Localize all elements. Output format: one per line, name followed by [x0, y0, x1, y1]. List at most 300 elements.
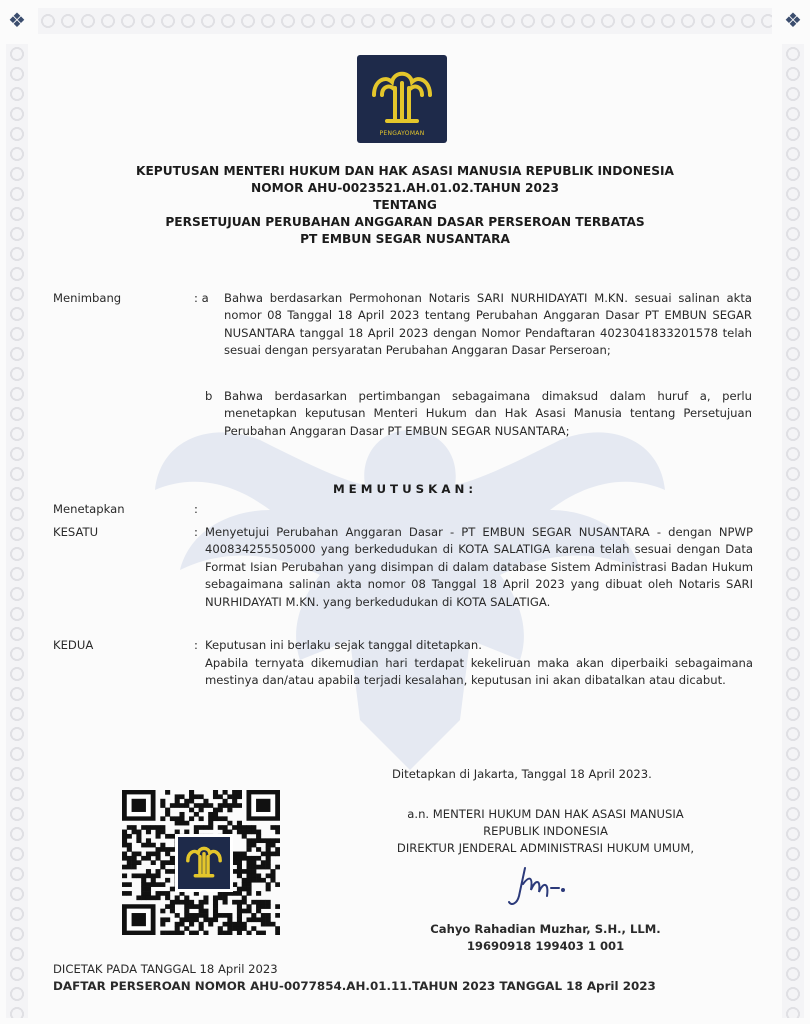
qr-module [175, 794, 180, 799]
qr-module [179, 794, 184, 799]
qr-module [165, 878, 170, 883]
qr-module [256, 834, 261, 839]
qr-module [218, 931, 223, 935]
qr-module [237, 917, 242, 922]
qr-module [223, 931, 228, 935]
qr-module [251, 860, 256, 865]
qr-module [227, 821, 232, 826]
qr-module [203, 909, 208, 914]
qr-module [141, 825, 146, 830]
qr-module [251, 926, 256, 931]
qr-module [242, 882, 247, 887]
qr-module [256, 873, 261, 878]
qr-module [251, 825, 256, 830]
qr-module [237, 913, 242, 918]
qr-module [275, 852, 280, 857]
qr-module [122, 882, 127, 887]
qr-module [232, 799, 237, 804]
qr-module [218, 803, 223, 808]
qr-module [179, 922, 184, 927]
qr-module [275, 865, 280, 870]
qr-module [175, 913, 180, 918]
qr-module [266, 852, 271, 857]
qr-module [256, 904, 261, 909]
qr-module [141, 878, 146, 883]
qr-module [199, 900, 204, 905]
qr-module [160, 922, 165, 927]
qr-module [122, 891, 127, 896]
kedua-label: KEDUA [53, 638, 94, 652]
qr-module [237, 891, 242, 896]
qr-module [194, 917, 199, 922]
qr-module [136, 852, 141, 857]
qr-module [208, 812, 213, 817]
qr-module [213, 808, 218, 813]
kesatu-colon: : [194, 525, 198, 539]
qr-module [122, 852, 127, 857]
place-date: Ditetapkan di Jakarta, Tanggal 18 April 2023. [392, 767, 652, 781]
qr-module [179, 931, 184, 935]
qr-module [237, 821, 242, 826]
qr-module [203, 825, 208, 830]
qr-module [127, 825, 132, 830]
menimbang-point-a: Bahwa berdasarkan Permohonan Notaris SARI NURHIDAYATI M.KN. sesuai salinan akta nomor 08 Tanggal 18 April 2023 tentang Perubahan Anggaran Dasar PT EMBUN SEGAR NUSANTARA tanggal 18 April 2023 dengan Nomor Pendaftaran 4023041833201578 telah sesuai dengan persyaratan Perubahan Anggaran Dasar Perseroan; [224, 291, 752, 358]
ornamental-border-top [38, 8, 772, 34]
menimbang-point-b: Bahwa berdasarkan pertimbangan sebagaimana dimaksud dalam huruf a, perlu menetapkan keputusan Menteri Hukum dan Hak Asasi Manusia tentang Persetujuan Perubahan Anggaran Dasar PT EMBUN SEGAR NUSANTARA; [224, 389, 752, 438]
qr-module [208, 821, 213, 826]
qr-module [189, 922, 194, 927]
qr-module [223, 816, 228, 821]
on-behalf-line: REPUBLIK INDONESIA [483, 824, 608, 838]
qr-module [256, 909, 261, 914]
qr-module [237, 856, 242, 861]
qr-module [141, 873, 146, 878]
qr-module [208, 922, 213, 927]
qr-module [256, 878, 261, 883]
qr-module [237, 909, 242, 914]
qr-module [179, 812, 184, 817]
qr-module [251, 917, 256, 922]
qr-module [232, 926, 237, 931]
qr-module [165, 891, 170, 896]
qr-module [199, 926, 204, 931]
qr-module [160, 847, 165, 852]
qr-module [223, 895, 228, 900]
qr-module [175, 816, 180, 821]
qr-module [156, 856, 161, 861]
qr-module [127, 891, 132, 896]
qr-module [227, 808, 232, 813]
qr-module [179, 803, 184, 808]
qr-module [242, 878, 247, 883]
qr-module [203, 895, 208, 900]
qr-module [261, 904, 266, 909]
qr-module [194, 803, 199, 808]
qr-module [156, 847, 161, 852]
qr-module [127, 882, 132, 887]
qr-module [151, 860, 156, 865]
qr-module [132, 865, 137, 870]
qr-module [160, 865, 165, 870]
qr-module [156, 891, 161, 896]
qr-module [189, 799, 194, 804]
qr-module [132, 830, 137, 835]
ornamental-border-left [6, 44, 28, 1018]
emblem-caption: PENGAYOMAN [379, 130, 425, 137]
qr-module [242, 869, 247, 874]
qr-module [194, 825, 199, 830]
qr-module [251, 838, 256, 843]
qr-module [175, 799, 180, 804]
qr-module [266, 847, 271, 852]
qr-module [199, 909, 204, 914]
qr-module [237, 790, 242, 795]
qr-module [160, 843, 165, 848]
qr-module [194, 913, 199, 918]
qr-module [246, 909, 251, 914]
pengayoman-emblem [357, 55, 447, 143]
qr-module [223, 799, 228, 804]
qr-module [237, 830, 242, 835]
qr-module [156, 830, 161, 835]
qr-module [160, 803, 165, 808]
qr-module [160, 830, 165, 835]
qr-module [218, 808, 223, 813]
qr-module [127, 856, 132, 861]
qr-module [251, 878, 256, 883]
qr-module [132, 860, 137, 865]
qr-module [156, 873, 161, 878]
qr-module [170, 816, 175, 821]
qr-module [246, 891, 251, 896]
signatory-name: Cahyo Rahadian Muzhar, S.H., LLM. [430, 922, 661, 936]
qr-module [246, 856, 251, 861]
qr-module [165, 834, 170, 839]
qr-module [127, 847, 132, 852]
qr-module [141, 843, 146, 848]
qr-module [199, 816, 204, 821]
qr-module [242, 922, 247, 927]
qr-module [170, 803, 175, 808]
qr-module [136, 860, 141, 865]
qr-module [251, 865, 256, 870]
qr-module [251, 856, 256, 861]
qr-module [213, 794, 218, 799]
qr-module [194, 904, 199, 909]
qr-module [156, 869, 161, 874]
qr-module [208, 917, 213, 922]
menimbang-label: Menimbang [53, 291, 122, 305]
qr-module [136, 834, 141, 839]
qr-module [122, 873, 127, 878]
qr-module [246, 931, 251, 935]
qr-module [136, 873, 141, 878]
qr-module [246, 917, 251, 922]
on-behalf-line: a.n. MENTERI HUKUM DAN HAK ASASI MANUSIA [407, 807, 684, 821]
qr-module [199, 825, 204, 830]
qr-module [175, 895, 180, 900]
qr-module [256, 865, 261, 870]
qr-module [208, 803, 213, 808]
memutuskan-heading: MEMUTUSKAN: [332, 482, 478, 496]
qr-module [218, 825, 223, 830]
qr-module [261, 900, 266, 905]
qr-module [141, 895, 146, 900]
qr-module [141, 891, 146, 896]
qr-module [146, 830, 151, 835]
qr-module [127, 865, 132, 870]
qr-module [246, 887, 251, 892]
qr-module [275, 904, 280, 909]
qr-module [242, 825, 247, 830]
qr-module [170, 904, 175, 909]
qr-module [199, 803, 204, 808]
qr-module [256, 838, 261, 843]
qr-module [227, 913, 232, 918]
corner-ornament-icon: ❖ [8, 8, 26, 32]
corner-ornament-icon: ❖ [784, 8, 802, 32]
qr-module [170, 931, 175, 935]
qr-module [199, 794, 204, 799]
qr-module [237, 887, 242, 892]
qr-module [242, 895, 247, 900]
qr-module [194, 812, 199, 817]
qr-module [266, 873, 271, 878]
qr-module [175, 900, 180, 905]
qr-module [237, 900, 242, 905]
qr-module [266, 843, 271, 848]
qr-module [146, 895, 151, 900]
printed-date: DICETAK PADA TANGGAL 18 April 2023 [53, 962, 278, 976]
qr-module [242, 926, 247, 931]
qr-module [237, 869, 242, 874]
qr-module [266, 887, 271, 892]
heading-line: KEPUTUSAN MENTERI HUKUM DAN HAK ASASI MANUSIA REPUBLIK INDONESIA [136, 164, 674, 178]
qr-module [199, 808, 204, 813]
heading-line: PERSETUJUAN PERUBAHAN ANGGARAN DASAR PERSEROAN TERBATAS [165, 215, 645, 229]
signatory-nip: 19690918 199403 1 001 [466, 939, 625, 953]
qr-module [232, 900, 237, 905]
qr-module [218, 816, 223, 821]
qr-module [246, 843, 251, 848]
qr-module [251, 830, 256, 835]
qr-module [232, 790, 237, 795]
qr-module [270, 843, 275, 848]
qr-module [237, 825, 242, 830]
qr-module [256, 830, 261, 835]
qr-module [189, 913, 194, 918]
qr-module [227, 922, 232, 927]
qr-module [136, 895, 141, 900]
qr-module [246, 904, 251, 909]
qr-module [213, 812, 218, 817]
qr-module [203, 931, 208, 935]
qr-module [270, 878, 275, 883]
qr-module [151, 878, 156, 883]
qr-module [151, 873, 156, 878]
qr-module [246, 847, 251, 852]
qr-module [189, 900, 194, 905]
qr-module [256, 900, 261, 905]
qr-module [165, 917, 170, 922]
qr-module [132, 913, 146, 926]
kedua-text-1: Keputusan ini berlaku sejak tanggal ditetapkan. [205, 638, 482, 652]
qr-module [160, 860, 165, 865]
qr-module [141, 887, 146, 892]
qr-module [160, 825, 165, 830]
qr-module [266, 860, 271, 865]
qr-module [256, 847, 261, 852]
qr-module [275, 825, 280, 830]
qr-module [270, 873, 275, 878]
qr-module [189, 904, 194, 909]
qr-module [261, 838, 266, 843]
qr-module [223, 825, 228, 830]
qr-module [251, 900, 256, 905]
qr-module [213, 917, 218, 922]
qr-module [165, 869, 170, 874]
heading-line: TENTANG [373, 198, 437, 212]
qr-module [266, 900, 271, 905]
qr-module [261, 917, 266, 922]
qr-module [275, 913, 280, 918]
qr-module [127, 860, 132, 865]
qr-module [203, 917, 208, 922]
qr-module [237, 794, 242, 799]
qr-module [184, 909, 189, 914]
qr-module [141, 882, 146, 887]
qr-module [213, 909, 218, 914]
qr-module [275, 882, 280, 887]
signature-mark [503, 862, 573, 912]
qr-module [261, 922, 266, 927]
qr-module [122, 856, 127, 861]
qr-module [223, 900, 228, 905]
qr-module [208, 825, 213, 830]
qr-module [242, 852, 247, 857]
qr-module [203, 803, 208, 808]
qr-module [122, 865, 127, 870]
kesatu-label: KESATU [53, 525, 99, 539]
qr-module [232, 825, 237, 830]
qr-module [246, 882, 251, 887]
qr-module [194, 931, 199, 935]
qr-module [227, 931, 232, 935]
decree-heading [60, 163, 750, 248]
qr-module [160, 917, 165, 922]
qr-module [261, 878, 266, 883]
qr-module [242, 909, 247, 914]
qr-module [275, 838, 280, 843]
qr-module [218, 913, 223, 918]
qr-module [203, 913, 208, 918]
qr-module [266, 922, 271, 927]
qr-module [246, 860, 251, 865]
qr-module [213, 816, 218, 821]
qr-module [242, 900, 247, 905]
qr-module [237, 865, 242, 870]
qr-module [156, 825, 161, 830]
qr-module [165, 847, 170, 852]
qr-module [165, 852, 170, 857]
qr-module [136, 830, 141, 835]
qr-module [160, 882, 165, 887]
qr-module [246, 825, 251, 830]
qr-module [227, 803, 232, 808]
qr-module [165, 790, 170, 795]
qr-module [242, 834, 247, 839]
qr-module [270, 825, 275, 830]
qr-module [223, 913, 228, 918]
menetapkan-label: Menetapkan [53, 502, 125, 516]
qr-module [213, 904, 218, 909]
qr-module [242, 856, 247, 861]
qr-module [256, 799, 270, 812]
qr-module [227, 926, 232, 931]
qr-module [122, 830, 127, 835]
qr-module [179, 821, 184, 826]
qr-module [213, 900, 218, 905]
qr-module [156, 895, 161, 900]
qr-module [246, 865, 251, 870]
qr-module [151, 852, 156, 857]
qr-module [165, 931, 170, 935]
qr-module [203, 799, 208, 804]
qr-module [251, 913, 256, 918]
qr-module [146, 882, 151, 887]
qr-module [237, 852, 242, 857]
qr-module [175, 821, 180, 826]
qr-module [179, 816, 184, 821]
qr-module [122, 834, 127, 839]
qr-module [132, 799, 146, 812]
register-number: DAFTAR PERSEROAN NOMOR AHU-0077854.AH.01.11.TAHUN 2023 TANGGAL 18 April 2023 [53, 979, 656, 993]
qr-module [242, 830, 247, 835]
qr-module [266, 856, 271, 861]
qr-module [160, 931, 165, 935]
qr-module [246, 830, 251, 835]
qr-module [146, 843, 151, 848]
qr-module [132, 825, 137, 830]
qr-module [146, 887, 151, 892]
qr-module [184, 821, 189, 826]
qr-module [184, 904, 189, 909]
qr-module [175, 922, 180, 927]
qr-module [151, 825, 156, 830]
qr-module [237, 873, 242, 878]
qr-module [218, 794, 223, 799]
qr-module [223, 803, 228, 808]
qr-module [127, 834, 132, 839]
qr-module [184, 926, 189, 931]
qr-module [266, 904, 271, 909]
qr-module [223, 922, 228, 927]
decree-number: NOMOR AHU-0023521.AH.01.02.TAHUN 2023 [251, 181, 559, 195]
qr-module [266, 865, 271, 870]
menimbang-colon: : a [194, 291, 209, 305]
qr-module [179, 917, 184, 922]
qr-module [141, 856, 146, 861]
qr-module [179, 900, 184, 905]
qr-module [199, 922, 204, 927]
qr-module [175, 931, 180, 935]
qr-module [146, 838, 151, 843]
signatory-block [383, 921, 708, 955]
qr-module [246, 838, 251, 843]
qr-module [189, 917, 194, 922]
qr-module [256, 856, 261, 861]
qr-module [160, 891, 165, 896]
